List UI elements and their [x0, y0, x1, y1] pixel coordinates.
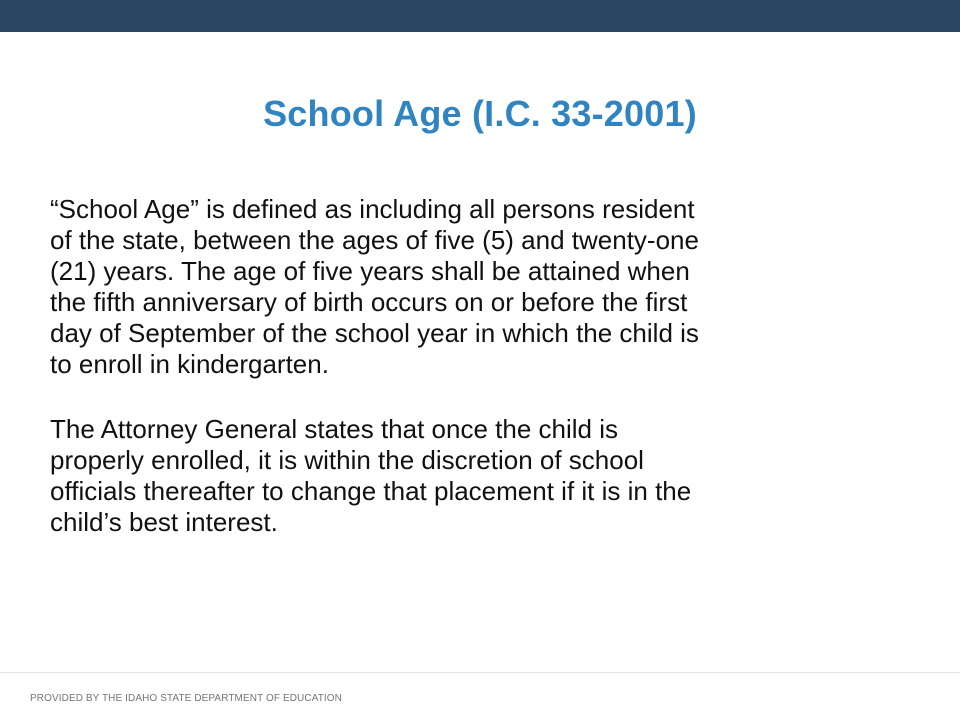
paragraph-line: “School Age” is defined as including all persons resident	[50, 194, 695, 224]
top-header-band	[0, 0, 960, 32]
paragraph-line: officials thereafter to change that placement if it is in the	[50, 476, 692, 506]
slide-title: School Age (I.C. 33-2001)	[263, 93, 697, 134]
attorney-general-paragraph	[50, 414, 918, 538]
paragraph-line: (21) years. The age of five years shall be attained when	[50, 256, 690, 286]
paragraph-line: to enroll in kindergarten.	[50, 349, 329, 379]
paragraph-line: the fifth anniversary of birth occurs on or before the first	[50, 287, 688, 317]
footer-divider	[0, 672, 960, 673]
paragraph-line: The Attorney General states that once the child is	[50, 414, 618, 444]
school-age-definition-paragraph	[50, 194, 918, 380]
slide-body	[50, 194, 918, 538]
paragraph-line: day of September of the school year in which the child is	[50, 318, 699, 348]
paragraph-line: properly enrolled, it is within the discretion of school	[50, 445, 644, 475]
paragraph-line: of the state, between the ages of five (5) and twenty-one	[50, 225, 699, 255]
paragraph-line: child’s best interest.	[50, 507, 278, 537]
footer-credit: PROVIDED BY THE IDAHO STATE DEPARTMENT OF EDUCATION	[30, 693, 342, 704]
